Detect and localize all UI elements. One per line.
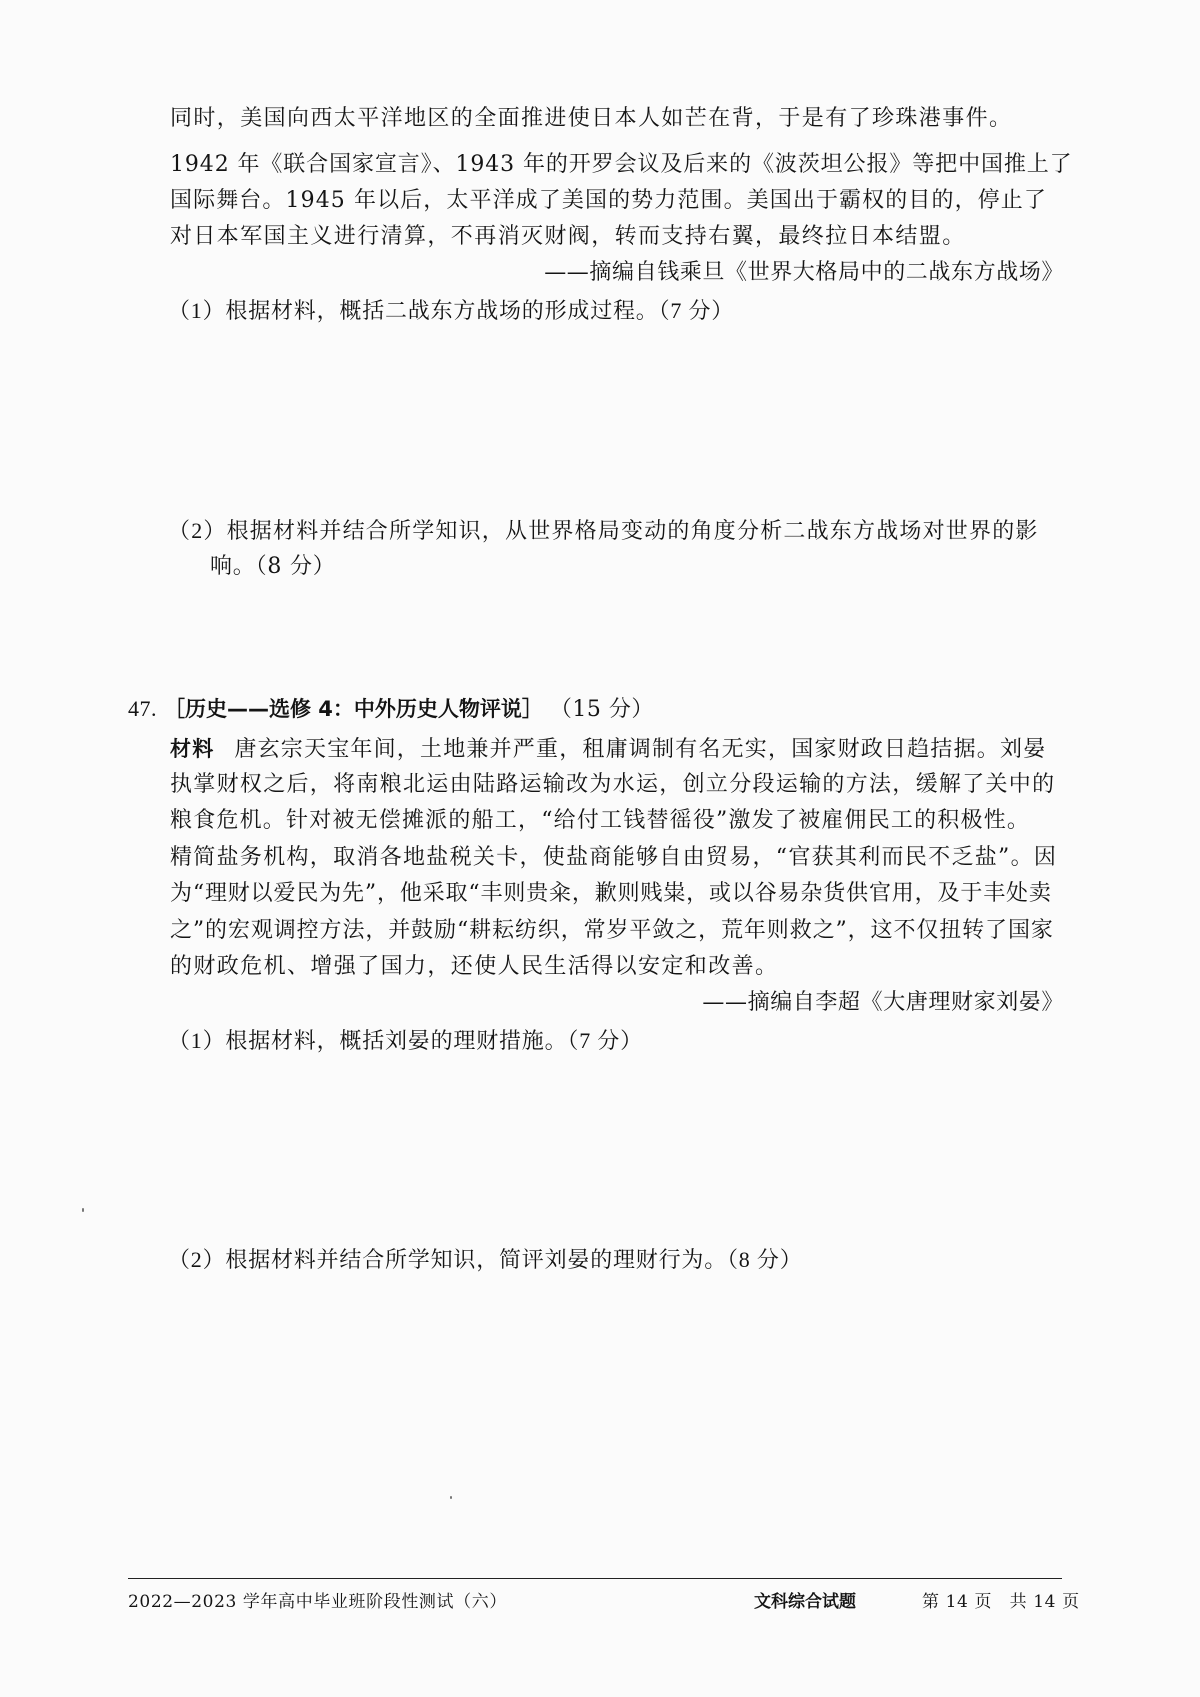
footer-subject: 文科综合试题	[754, 1592, 856, 1612]
material-label: 材料	[170, 737, 215, 761]
q46-part2: （2）根据材料并结合所学知识，从世界格局变动的角度分析二战东方战场对世界的影	[168, 518, 1039, 543]
material-line: 执掌财权之后，将南粮北运由陆路运输改为水运，创立分段运输的方法，缓解了关中的	[170, 772, 1056, 797]
scan-speck	[450, 1496, 452, 1499]
q47-title: ［历史——选修 4：中外历史人物评说］	[164, 697, 543, 721]
passage-line: 国际舞台。1945 年以后，太平洋成了美国的势力范围。美国出于霸权的目的，停止了	[170, 188, 1047, 213]
scan-speck	[82, 1208, 84, 1212]
footer-page-number: 第 14 页 共 14 页	[922, 1592, 1080, 1612]
passage-line: 同时，美国向西太平洋地区的全面推进使日本人如芒在背，于是有了珍珠港事件。	[170, 106, 1013, 131]
q47-score: （15 分）	[549, 697, 654, 722]
q47-part2: （2）根据材料并结合所学知识，简评刘晏的理财行为。（8 分）	[168, 1247, 803, 1272]
footer-divider	[128, 1578, 1062, 1579]
material-line: 为“理财以爱民为先”，他采取“丰则贵籴，歉则贱粜，或以谷易杂货供官用，及于丰处卖	[170, 881, 1052, 906]
passage-line: 1942 年《联合国家宣言》、1943 年的开罗会议及后来的《波茨坦公报》等把中国推上了	[170, 152, 1073, 177]
q47-number: 47.	[128, 696, 157, 721]
passage-source: ——摘编自钱乘旦《世界大格局中的二战东方战场》	[544, 260, 1064, 285]
material-line: 之”的宏观调控方法，并鼓励“耕耘纺织，常岁平敛之，荒年则救之”，这不仅扭转了国家	[170, 918, 1054, 943]
material-line	[170, 734, 1046, 765]
q47-part1: （1）根据材料，概括刘晏的理财措施。（7 分）	[168, 1028, 643, 1053]
material-line: 的财政危机、增强了国力，还使人民生活得以安定和改善。	[170, 954, 779, 979]
footer-exam-name: 2022—2023 学年高中毕业班阶段性测试（六）	[128, 1592, 507, 1612]
q46-part2-continued: 响。（8 分）	[210, 554, 336, 579]
passage-line: 对日本军国主义进行清算，不再消灭财阀，转而支持右翼，最终拉日本结盟。	[170, 224, 966, 249]
material-source: ——摘编自李超《大唐理财家刘晏》	[702, 990, 1064, 1015]
material-line: 粮食危机。针对被无偿摊派的船工，“给付工钱替徭役”激发了被雇佣民工的积极性。	[170, 808, 1031, 833]
q47-heading	[128, 694, 654, 725]
q46-part1: （1）根据材料，概括二战东方战场的形成过程。（7 分）	[168, 298, 735, 323]
material-line: 精简盐务机构，取消各地盐税关卡，使盐商能够自由贸易，“官获其利而民不乏盐”。因	[170, 845, 1058, 870]
material-text: 唐玄宗天宝年间，土地兼并严重，租庸调制有名无实，国家财政日趋拮据。刘晏	[234, 737, 1047, 762]
